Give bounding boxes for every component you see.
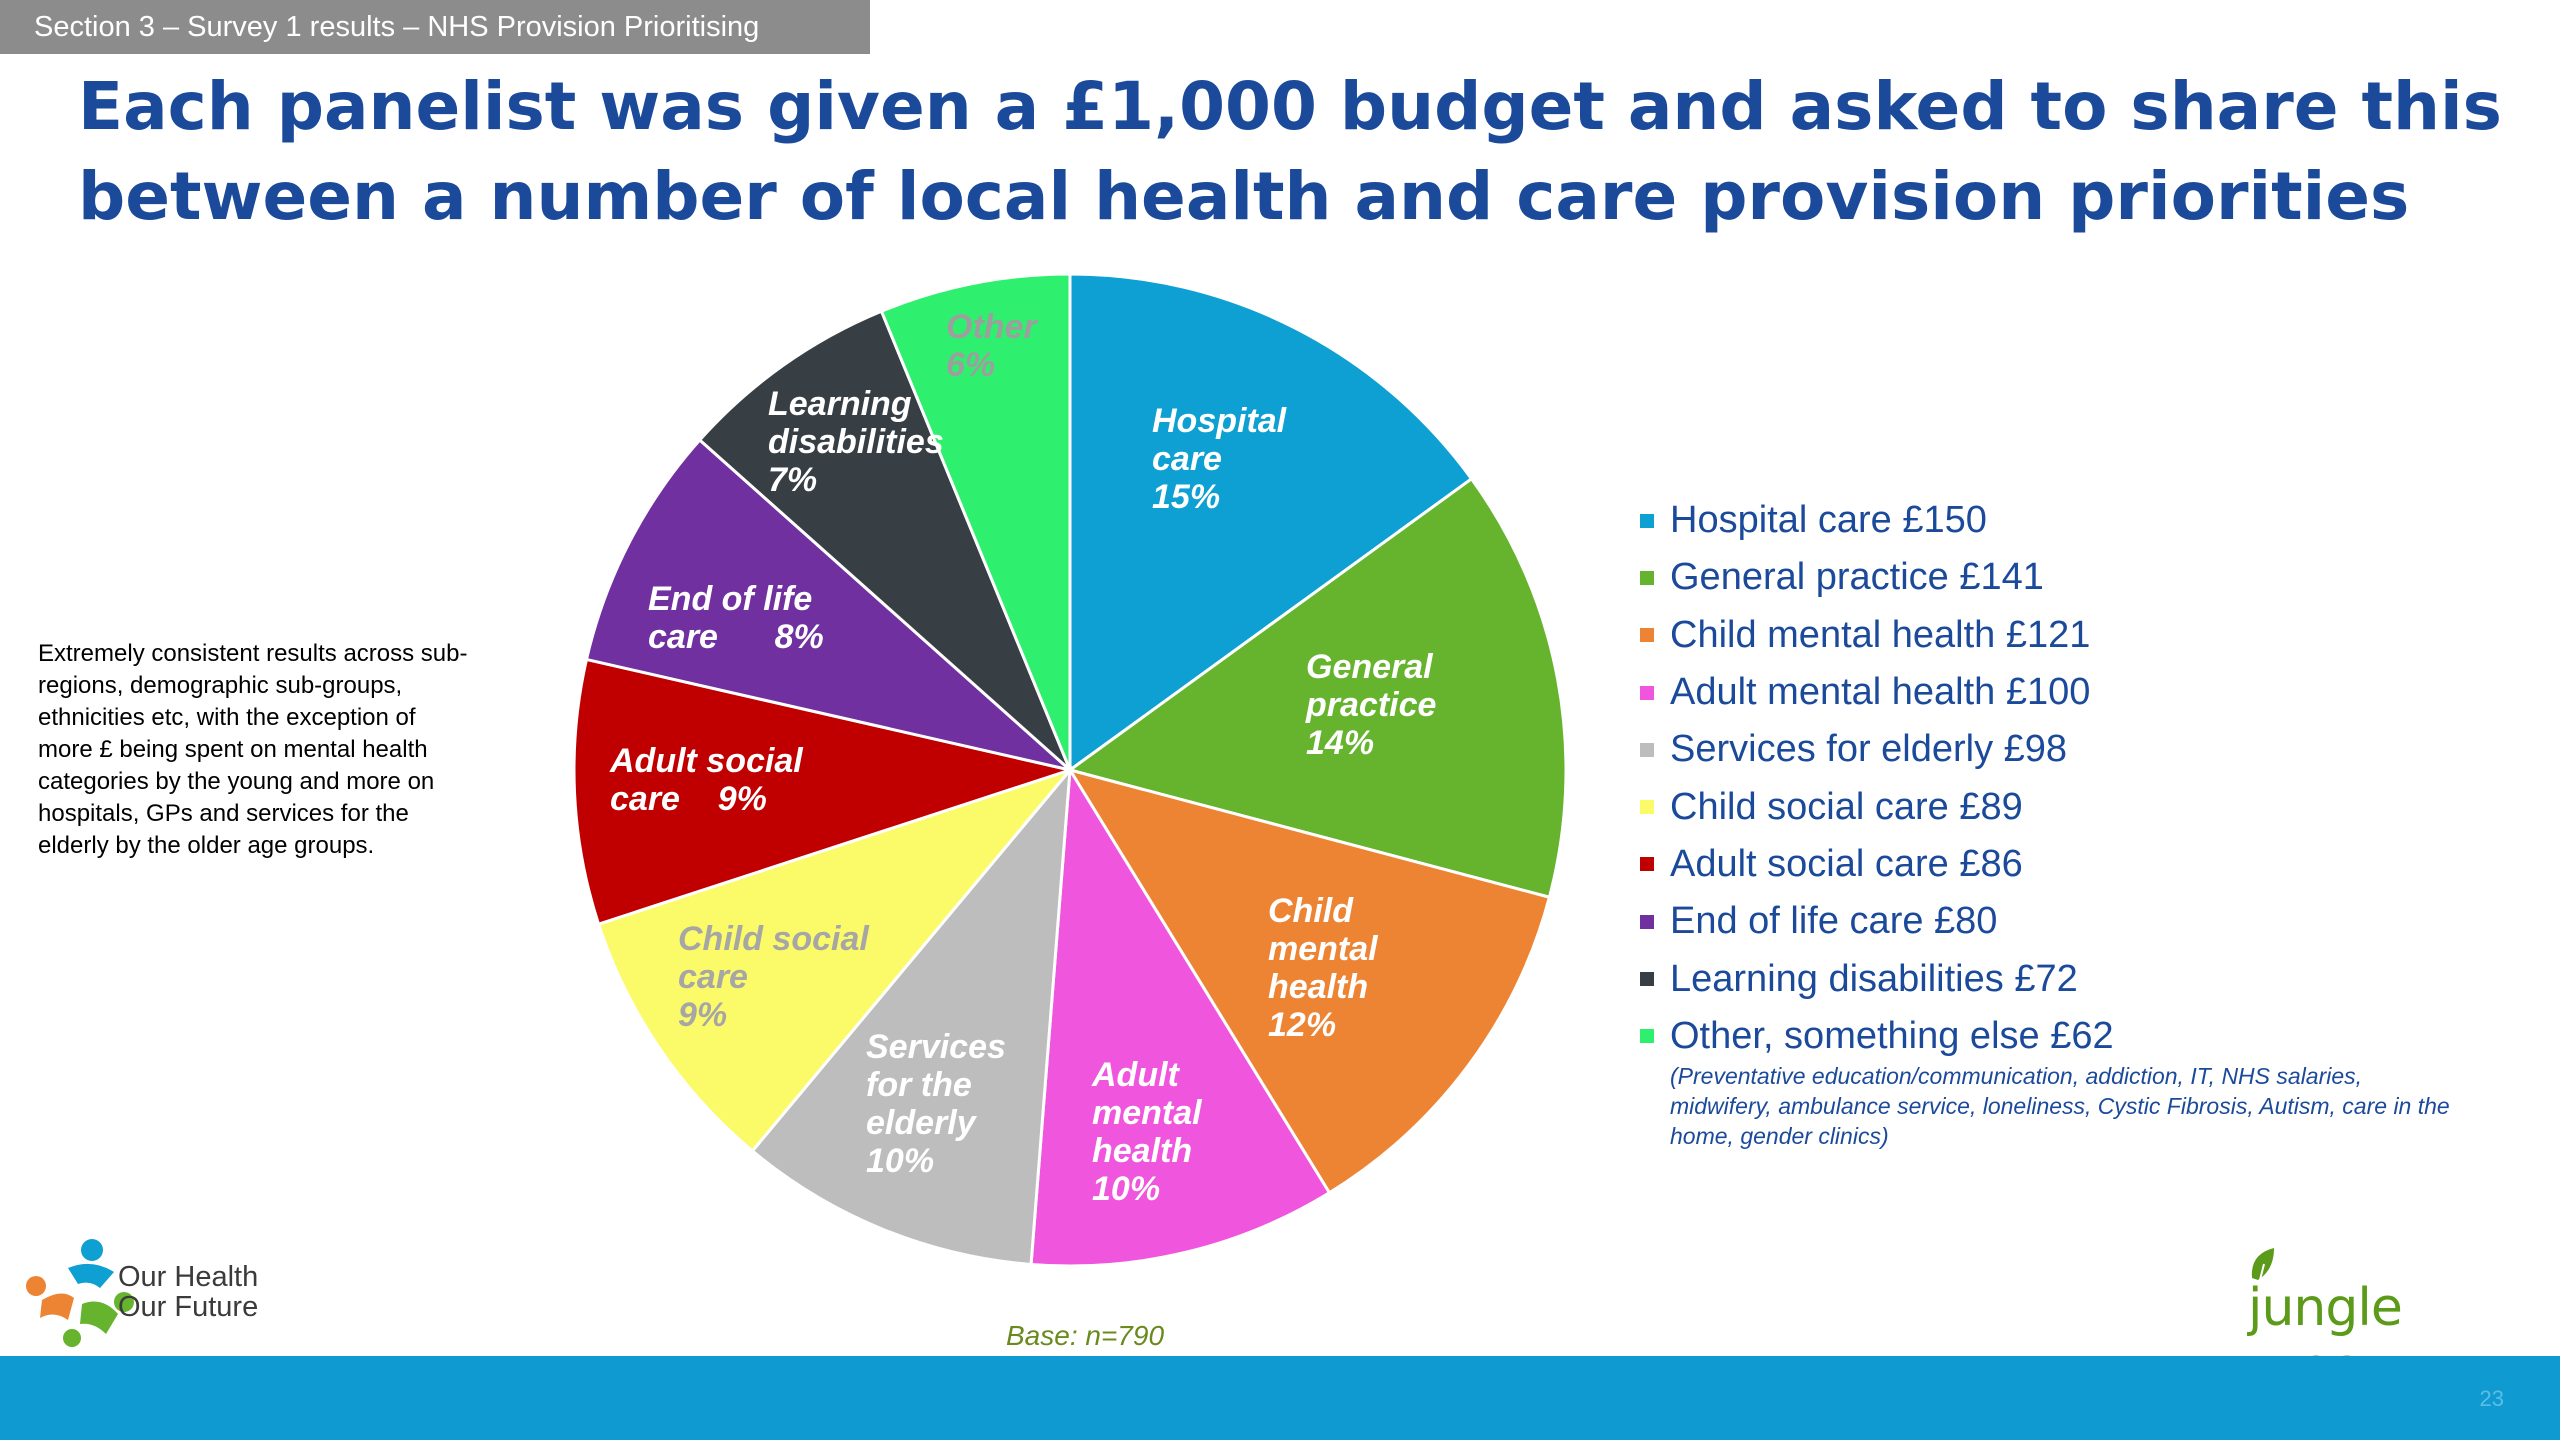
pie-label-services-for-the-elderly: Services for the elderly 10% [866,1028,1006,1180]
legend-swatch [1640,800,1654,814]
legend-item [1640,549,2540,606]
legend-label: Child social care £89 [1670,785,2023,828]
our-health-logo-text: Our Health Our Future [118,1261,259,1323]
legend-swatch [1640,1029,1654,1043]
page-title: Each panelist was given a £1,000 budget and asked to share this between a number of local health and care provision priorities [78,68,2502,235]
legend-swatch [1640,915,1654,929]
legend-label: Services for elderly £98 [1670,728,2068,771]
legend-item [1640,893,2540,950]
legend-swatch [1640,628,1654,642]
legend-swatch [1640,857,1654,871]
section-tag: Section 3 – Survey 1 results – NHS Provision Prioritising [0,0,870,54]
base-note: Base: n=790 [1006,1320,1165,1351]
legend-swatch [1640,972,1654,986]
page-number: 23 [2479,1386,2504,1411]
pie-label-other: Other 6% [946,308,1037,384]
pie-label-child-mental-health: Child mental health 12% [1268,892,1378,1044]
legend-item [1640,664,2540,721]
legend-label: Adult mental health £100 [1670,671,2091,714]
legend-label: Child mental health £121 [1670,613,2091,656]
legend-note: (Preventative education/communication, addiction, IT, NHS salaries, midwifery, ambulance service, loneliness, Cystic Fibrosis, Autism, care in the home, gender clinics) [1670,1062,2450,1149]
pie-label-adult-social-care: Adult social care 9% [610,742,803,818]
chart-legend [1640,492,2540,1151]
side-note: Extremely consistent results across sub-regions, demographic sub-groups, ethnicities etc, with the exception of more £ being spent on mental health categories by the young and more on hospitals, GPs and services for the elderly by the older age groups. [38,640,468,859]
legend-item [1640,492,2540,549]
legend-item [1640,721,2540,778]
legend-label: Adult social care £86 [1670,842,2023,885]
legend-item [1640,950,2540,1007]
legend-swatch [1640,514,1654,528]
legend-item [1640,1008,2540,1065]
legend-swatch [1640,686,1654,700]
legend-label: Other, something else £62 [1670,1014,2114,1057]
legend-label: End of life care £80 [1670,900,1998,943]
jungle-green-logo-text: jungle [2248,1278,2402,1338]
legend-swatch [1640,571,1654,585]
legend-label: General practice £141 [1670,556,2044,599]
footer-bar [0,1356,2560,1440]
legend-label: Hospital care £150 [1670,499,1987,542]
pie-label-general-practice: General practice 14% [1306,648,1437,762]
pie-label-learning-disabilities: Learning disabilities 7% [768,385,944,499]
pie-label-end-of-life-care: End of life care 8% [648,580,824,656]
pie-label-hospital-care: Hospital care 15% [1152,402,1287,516]
pie-label-child-social-care: Child social care 9% [678,920,869,1034]
legend-item [1640,836,2540,893]
legend-item [1640,607,2540,664]
legend-item [1640,778,2540,835]
pie-label-adult-mental-health: Adult mental health 10% [1092,1056,1202,1208]
legend-label: Learning disabilities £72 [1670,957,2078,1000]
legend-swatch [1640,743,1654,757]
